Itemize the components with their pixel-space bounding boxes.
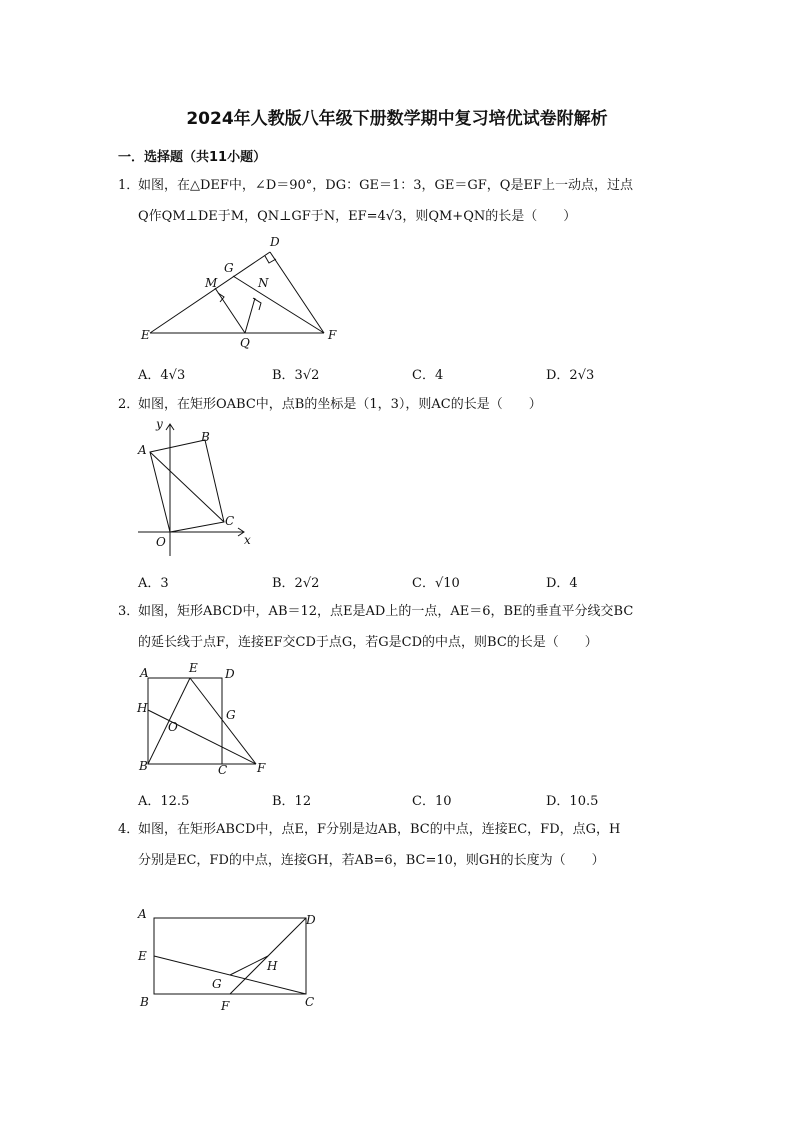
label-B: B bbox=[139, 759, 148, 773]
page-title: 2024年人教版八年级下册数学期中复习培优试卷附解析 bbox=[186, 109, 608, 129]
question-2 bbox=[118, 389, 678, 420]
question-text-line1: 如图，矩形ABCD中，AB＝12，点E是AD上的一点，AE＝6，BE的垂直平分线交BC bbox=[138, 604, 634, 619]
option-a[interactable]: A．12.5 bbox=[138, 794, 190, 809]
label-H: H bbox=[267, 959, 278, 973]
label-E: E bbox=[138, 949, 147, 963]
figure-q1-triangle bbox=[138, 232, 348, 350]
label-O: O bbox=[156, 535, 166, 549]
question-3 bbox=[118, 596, 678, 658]
label-H: H bbox=[137, 701, 148, 715]
question-text-line2: Q作QM⊥DE于M，QN⊥GF于N，EF=4√3，则QM+QN的长是（ ） bbox=[138, 209, 577, 224]
option-c[interactable]: C．√10 bbox=[412, 576, 460, 591]
option-d[interactable]: D．10.5 bbox=[546, 794, 599, 809]
option-b[interactable]: B．2√2 bbox=[272, 576, 320, 591]
label-Q: Q bbox=[240, 336, 250, 350]
question-number: 1． bbox=[118, 178, 140, 193]
label-A: A bbox=[140, 666, 149, 680]
label-F: F bbox=[257, 761, 266, 775]
label-F: F bbox=[328, 328, 337, 342]
option-b[interactable]: B．3√2 bbox=[272, 368, 320, 383]
label-y: y bbox=[156, 418, 163, 431]
label-D: D bbox=[225, 667, 235, 681]
option-d[interactable]: D．2√3 bbox=[546, 368, 595, 383]
label-G: G bbox=[212, 977, 222, 991]
question-4 bbox=[118, 814, 678, 876]
option-a[interactable]: A．3 bbox=[138, 576, 169, 591]
option-a[interactable]: A．4√3 bbox=[138, 368, 186, 383]
label-D: D bbox=[270, 235, 280, 249]
label-A: A bbox=[138, 443, 147, 457]
question-1 bbox=[118, 170, 678, 232]
label-x: x bbox=[244, 533, 251, 547]
section-heading: 一．选择题（共11小题） bbox=[118, 150, 267, 165]
label-N: N bbox=[258, 276, 269, 290]
option-c[interactable]: C．10 bbox=[412, 794, 452, 809]
label-C: C bbox=[218, 763, 228, 777]
label-D: D bbox=[306, 913, 316, 927]
option-b[interactable]: B．12 bbox=[272, 794, 312, 809]
label-E: E bbox=[141, 328, 150, 342]
label-G: G bbox=[226, 708, 236, 722]
label-M: M bbox=[205, 276, 218, 290]
option-d[interactable]: D．4 bbox=[546, 576, 578, 591]
label-A: A bbox=[138, 907, 147, 921]
label-O: O bbox=[168, 720, 178, 734]
label-F: F bbox=[221, 999, 230, 1013]
figure-q2-coordinate-rectangle bbox=[134, 418, 258, 558]
question-text-line2: 分别是EC，FD的中点，连接GH，若AB=6，BC=10，则GH的长度为（ ） bbox=[138, 853, 605, 868]
figure-q4-rectangle bbox=[134, 904, 324, 1014]
question-number: 4． bbox=[118, 822, 140, 837]
question-number: 3． bbox=[118, 604, 140, 619]
figure-q3-rectangle bbox=[134, 660, 274, 778]
question-text-line1: 如图，在△DEF中，∠D＝90°，DG：GE＝1：3，GE＝GF，Q是EF上一动点，过点 bbox=[138, 178, 633, 193]
label-E: E bbox=[189, 661, 198, 675]
question-text-line1: 如图，在矩形ABCD中，点E，F分别是边AB，BC的中点，连接EC，FD，点G，H bbox=[138, 822, 621, 837]
label-C: C bbox=[305, 995, 315, 1009]
option-c[interactable]: C．4 bbox=[412, 368, 444, 383]
label-B: B bbox=[140, 995, 149, 1009]
question-number: 2． bbox=[118, 397, 140, 412]
question-text-line1: 如图，在矩形OABC中，点B的坐标是（1，3），则AC的长是（ ） bbox=[138, 397, 542, 412]
question-text-line2: 的延长线于点F，连接EF交CD于点G，若G是CD的中点，则BC的长是（ ） bbox=[138, 635, 598, 650]
label-B: B bbox=[201, 430, 210, 444]
label-C: C bbox=[225, 514, 235, 528]
label-G: G bbox=[224, 261, 234, 275]
